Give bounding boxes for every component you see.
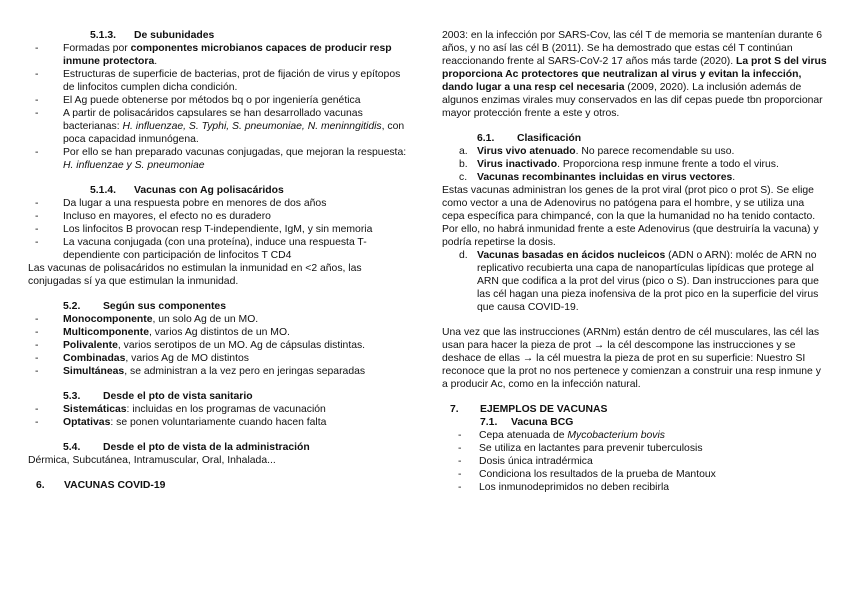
heading-6-1: 6.1. Clasificación xyxy=(477,133,582,144)
left-column xyxy=(28,29,408,492)
list-item: - Multicomponente, varios Ag distintos de un MO. xyxy=(28,326,408,339)
list-6-1 xyxy=(442,145,828,184)
list-item: - Por ello se han preparado vacunas conjugadas, que mejoran la respuesta: H. influenzae y S. pneumoniae xyxy=(28,146,408,172)
list-item: - Los inmunodeprimidos no deben recibirla xyxy=(442,481,828,494)
list-5-2 xyxy=(28,313,408,378)
list-item: b. Virus inactivado. Proporciona resp inmune frente a todo el virus. xyxy=(459,159,779,170)
list-item: - Cepa atenuada de Mycobacterium bovis xyxy=(442,429,828,442)
list-item: - La vacuna conjugada (con una proteína), induce una respuesta T-dependiente con participación de linfocitos T CD4 xyxy=(28,236,408,262)
list-item: - Dosis única intradérmica xyxy=(442,455,828,468)
list-item: - Simultáneas, se administran a la vez pero en jeringas separadas xyxy=(28,365,408,378)
list-6-1-d xyxy=(442,249,828,314)
heading-5-1-3: 5.1.3. De subunidades xyxy=(90,30,215,41)
list-5-1-3 xyxy=(28,42,408,172)
right-column xyxy=(442,29,828,494)
list-item: - Combinadas, varios Ag de MO distintos xyxy=(28,352,408,365)
list-item: - Estructuras de superficie de bacterias, prot de fijación de virus y epítopos de linfocitos cumplen dicha condición. xyxy=(28,68,408,94)
list-item: - Incluso en mayores, el efecto no es duradero xyxy=(28,210,408,223)
list-item: d. Vacunas basadas en ácidos nucleicos (ADN o ARN): moléc de ARN no replicativo recubierta una capa de nanopartículas lipídicas que protege al ARN que codifica a la prot del virus (pico o S). Dan instrucciones para que las cél hagan una pieza inofensiva de la prot pico en la superficie del virus que causa COVID-19. xyxy=(459,250,819,313)
list-item: - Polivalente, varios serotipos de un MO. Ag de cápsulas distintas. xyxy=(28,339,408,352)
list-item: - Optativas: se ponen voluntariamente cuando hacen falta xyxy=(28,416,408,429)
heading-5-4: 5.4. Desde el pto de vista de la administración xyxy=(63,442,310,453)
list-7-1 xyxy=(442,429,828,494)
list-5-1-4 xyxy=(28,197,408,262)
list-item: - Se utiliza en lactantes para prevenir tuberculosis xyxy=(442,442,828,455)
heading-7: 7. EJEMPLOS DE VACUNAS xyxy=(450,404,608,415)
list-item: - A partir de polisacáridos capsulares se han desarrollado vacunas bacterianas: H. influenzae, S. Typhi, S. pneumoniae, N. meninngitidis, con poca capacidad inmunógena. xyxy=(28,107,408,146)
heading-5-1-4: 5.1.4. Vacunas con Ag polisacáridos xyxy=(90,185,284,196)
heading-6: 6. VACUNAS COVID-19 xyxy=(36,480,166,491)
heading-5-3: 5.3. Desde el pto de vista sanitario xyxy=(63,391,253,402)
list-item: - Formadas por componentes microbianos capaces de producir resp inmune protectora. xyxy=(28,42,408,68)
list-item: - Sistemáticas: incluidas en los programas de vacunación xyxy=(28,403,408,416)
list-item: - Monocomponente, un solo Ag de un MO. xyxy=(28,313,408,326)
list-item: - El Ag puede obtenerse por métodos bq o por ingeniería genética xyxy=(28,94,408,107)
list-5-3 xyxy=(28,403,408,429)
list-item: - Condiciona los resultados de la prueba de Mantoux xyxy=(442,468,828,481)
paragraph-intro: 2003: en la infección por SARS-Cov, las cél T de memoria se mantenían durante 6 años, y no así las cél B (2011). Se ha demostrado que estas cél T continúan reaccionando frente al SARS-CoV-2 17 años más tarde (2020). La prot S del virus proporciona Ac protectores que neutralizan al virus y evitan la infección, dando lugar a una resp cel necesaria (2009, 2020). La inclusión además de algunos enzimas virales muy conservados en las dif cepas puede tbn proporcionar mayor protección frente a este y otros. xyxy=(442,30,827,119)
heading-7-1: 7.1. Vacuna BCG xyxy=(480,417,574,428)
paragraph-administracion: Dérmica, Subcutánea, Intramuscular, Oral, Inhalada... xyxy=(28,455,276,466)
heading-5-2: 5.2. Según sus componentes xyxy=(63,301,226,312)
paragraph-polisacaridos: Las vacunas de polisacáridos no estimulan la inmunidad en <2 años, las conjugadas sí ya que estimulan la inmunidad. xyxy=(28,263,362,287)
paragraph-vectores: Estas vacunas administran los genes de la prot viral (prot pico o prot S). Se elige como vector a una de Adenovirus no patógena para el hombre, y se utiliza una cepa específica para chimpancé, con la que la humanidad no ha tenido contacto. Por ello, no habrá inmunidad frente a este Adenovirus (que destruiría la vacuna) y podría repetirse la dosis. xyxy=(442,185,819,248)
list-item: c. Vacunas recombinantes incluidas en virus vectores. xyxy=(459,172,736,183)
list-item: - Los linfocitos B provocan resp T-independiente, IgM, y sin memoria xyxy=(28,223,408,236)
list-item: - Da lugar a una respuesta pobre en menores de dos años xyxy=(28,197,408,210)
list-item: a. Virus vivo atenuado. No parece recomendable su uso. xyxy=(459,146,735,157)
paragraph-arnm: Una vez que las instrucciones (ARNm) están dentro de cél musculares, las cél las usan para hacer la pieza de prot → la cél descompone las instrucciones y se deshace de ellas → la cél muestra la pieza de prot en su superficie: Nuestro SI reconoce que la prot no nos pertenece y comienzan a construir una resp inmune y a producir Ac, como en la infección natural. xyxy=(442,327,821,390)
